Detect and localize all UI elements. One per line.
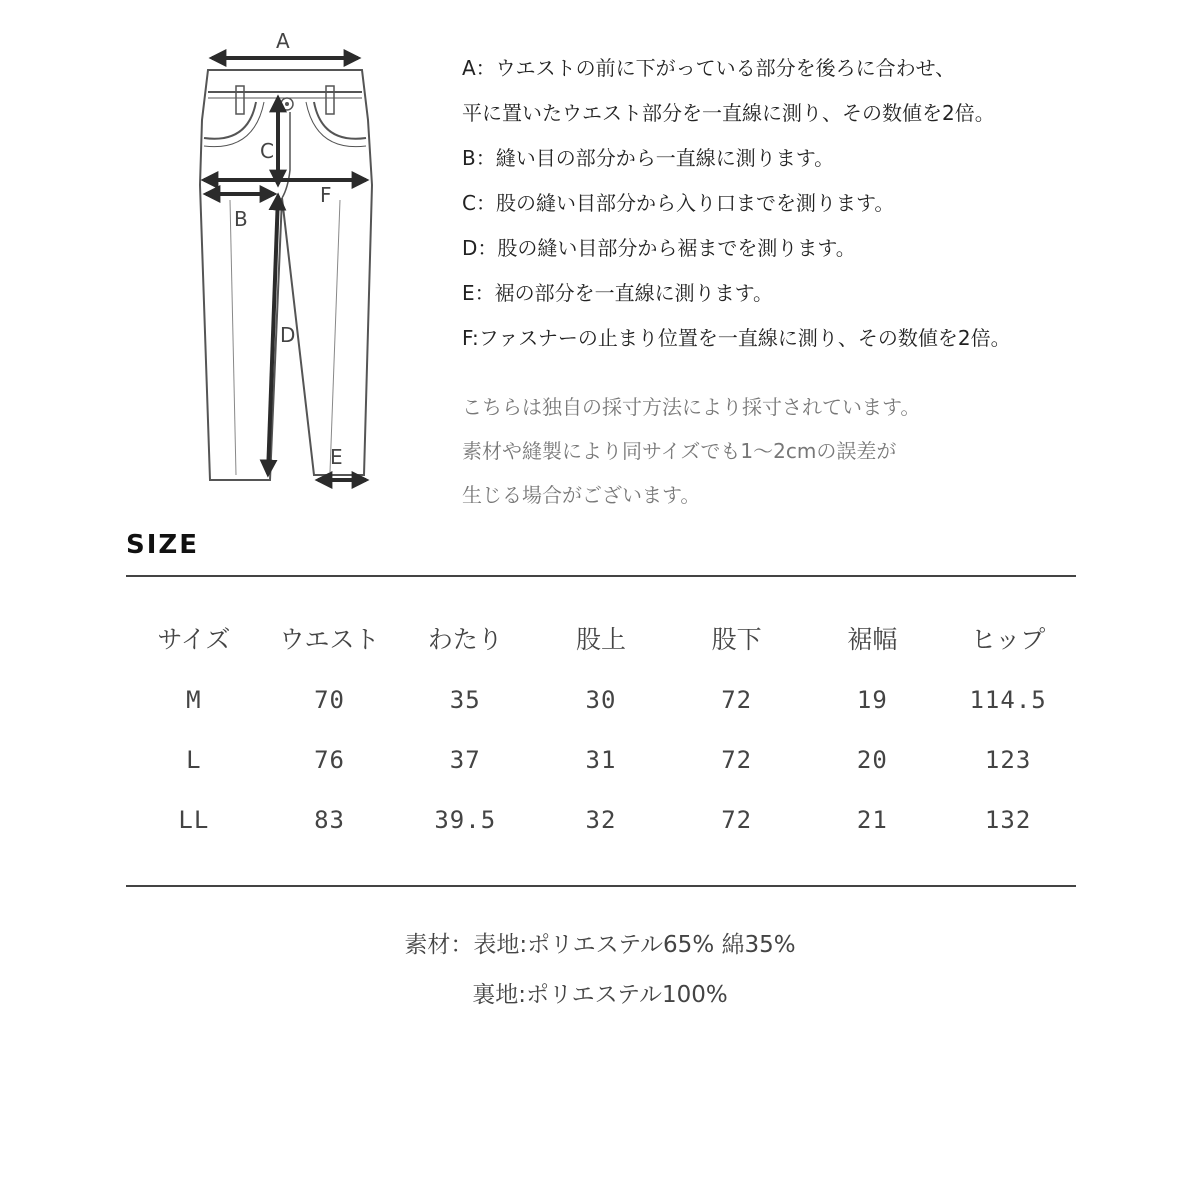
size-table — [126, 605, 1076, 850]
left-pocket — [204, 102, 256, 139]
pants-outline — [200, 70, 372, 480]
material-outer: 素材：表地:ポリエステル65% 綿35% — [404, 932, 796, 958]
instruction-c: C：股の縫い目部分から入り口までを測ります。 — [462, 191, 895, 215]
instruction-a-2: 平に置いたウエスト部分を一直線に測り、その数値を2倍。 — [462, 101, 995, 125]
label-c: C — [260, 139, 274, 163]
measurement-instructions — [462, 46, 1162, 361]
instruction-e: E：裾の部分を一直線に測ります。 — [462, 281, 774, 305]
header-rise: 股上 — [575, 624, 626, 654]
table-cell: 32 — [585, 806, 617, 834]
material-info — [0, 920, 1200, 1020]
label-f: F — [320, 183, 332, 207]
header-thigh: わたり — [427, 624, 503, 654]
table-header-row — [126, 605, 1076, 670]
label-e: E — [330, 445, 343, 469]
divider-top — [126, 575, 1076, 577]
header-waist: ウエスト — [279, 624, 380, 654]
instruction-b: B：縫い目の部分から一直線に測ります。 — [462, 146, 835, 170]
note-line-1: こちらは独自の採寸方法により採寸されています。 — [462, 395, 921, 419]
table-cell: 39.5 — [434, 806, 497, 834]
header-size: サイズ — [157, 624, 231, 654]
table-cell: 83 — [314, 806, 345, 834]
note-line-3: 生じる場合がございます。 — [462, 483, 701, 507]
table-cell: 72 — [721, 686, 753, 714]
divider-bottom — [126, 885, 1076, 887]
instruction-f: F:ファスナーの止まり位置を一直線に測り、その数値を2倍。 — [462, 326, 1011, 350]
material-lining: 裏地:ポリエステル100% — [472, 982, 728, 1008]
note-line-2: 素材や縫製により同サイズでも1～2cmの誤差が — [462, 439, 897, 463]
table-cell: 132 — [984, 806, 1032, 834]
table-cell: M — [186, 686, 202, 714]
table-cell: 35 — [449, 686, 481, 714]
right-pocket — [314, 102, 366, 139]
header-hem-width: 裾幅 — [847, 624, 898, 654]
instruction-d: D：股の縫い目部分から裾までを測ります。 — [462, 236, 856, 260]
table-cell: 37 — [449, 746, 481, 774]
instruction-a-1: A：ウエストの前に下がっている部分を後ろに合わせ、 — [462, 56, 956, 80]
fly-stitch — [282, 112, 290, 198]
table-cell: 123 — [984, 746, 1032, 774]
size-section-title: SIZE — [126, 530, 200, 560]
table-cell: 76 — [314, 746, 345, 774]
label-b: B — [234, 207, 248, 231]
pants-measurement-diagram — [190, 20, 390, 500]
measurement-notes — [462, 385, 1162, 517]
table-row — [126, 730, 1076, 790]
label-a: A — [276, 29, 290, 53]
table-cell: 19 — [856, 686, 888, 714]
header-hip: ヒップ — [970, 624, 1046, 654]
table-cell: 72 — [721, 806, 753, 834]
table-cell: 114.5 — [969, 686, 1047, 714]
table-cell: 21 — [856, 806, 888, 834]
table-cell: 70 — [314, 686, 345, 714]
table-cell: 20 — [856, 746, 888, 774]
table-cell: 30 — [585, 686, 617, 714]
table-cell: LL — [178, 806, 210, 834]
table-cell: 31 — [585, 746, 617, 774]
table-row — [126, 790, 1076, 850]
table-cell: 72 — [721, 746, 753, 774]
header-inseam: 股下 — [711, 624, 762, 654]
table-cell: L — [186, 746, 202, 774]
table-row — [126, 670, 1076, 730]
label-d: D — [280, 323, 296, 347]
